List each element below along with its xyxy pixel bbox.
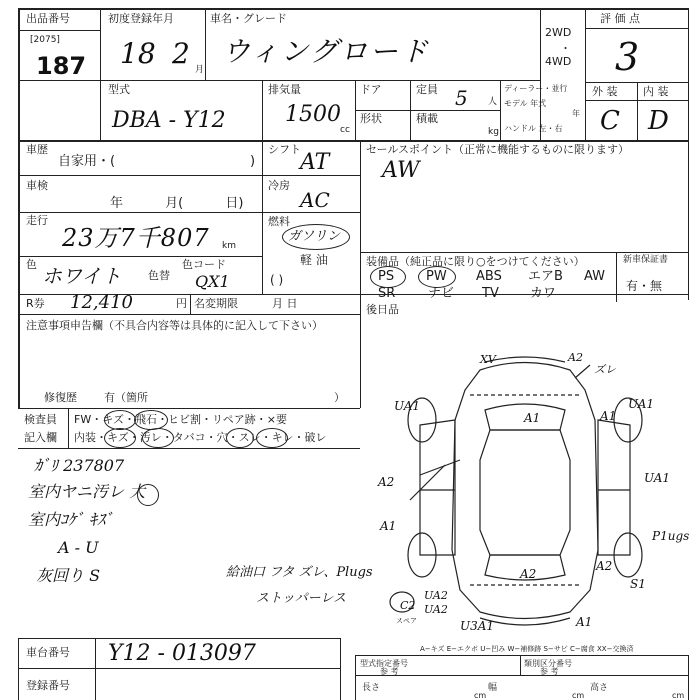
equip-aw: AW: [584, 269, 606, 284]
int-hole-circle: [226, 428, 254, 448]
left-border: [18, 8, 20, 408]
entry-label: 記入欄: [24, 431, 57, 444]
car-right-side: [598, 420, 630, 555]
km-unit: km: [222, 241, 236, 251]
displacement-value: 1500: [285, 102, 341, 127]
dealer-label: ディーラー・並行: [504, 84, 568, 93]
sales-point-label: セールスポイント（正常に機能するものに限ります）: [366, 143, 630, 156]
cm-3: cm: [672, 691, 685, 700]
legend-sub-3: 参 考: [540, 667, 559, 676]
mark-ua1-right: UA1: [628, 397, 655, 411]
lot-no-label: 出品番号: [26, 12, 70, 25]
mark-a2-rright: A2: [596, 559, 613, 573]
recycle-amount: 12,410: [70, 292, 133, 313]
top-border: [18, 8, 688, 10]
color-value: ホワイト: [42, 264, 122, 288]
car-name: ウィングロード: [222, 35, 430, 68]
legend-top-line: [355, 655, 688, 656]
mark-zure: ズレ: [594, 363, 616, 376]
notes-label: 注意事項申告欄（不具合内容等は具体的に記入して下さい）: [26, 319, 323, 332]
footer-right: [340, 638, 341, 700]
cm-1: cm: [474, 691, 487, 700]
equip-navi: ナビ: [428, 286, 455, 301]
spare-label: スペア: [396, 617, 417, 625]
col-line-7: [540, 8, 541, 140]
equip-pw: PW: [426, 269, 447, 284]
col-line-3: [262, 80, 263, 140]
legend-col: [520, 655, 521, 675]
mark-u3a1: U3A1: [460, 619, 495, 633]
int-scratch-circle: [104, 428, 136, 448]
shift-value: AT: [300, 150, 330, 175]
col-line-2: [205, 8, 206, 81]
footer-mid-line: [18, 668, 340, 669]
detail-col-1: [262, 140, 263, 294]
mark-s1: S1: [630, 577, 646, 591]
car-left-side: [420, 420, 455, 555]
interior-label: 内 装: [643, 85, 669, 98]
usage-value: 自家用・(: [58, 154, 116, 169]
mark-a2-left: A2: [378, 475, 395, 489]
legend-class: 類別区分番号: [524, 659, 572, 668]
mark-xv: XV: [480, 353, 496, 366]
mark-a1-lside: A1: [380, 519, 397, 533]
drive-2wd: 2WD: [545, 26, 572, 39]
col-line-1: [100, 8, 101, 140]
first-reg-label: 初度登録年月: [108, 12, 174, 25]
door-label: ドア: [360, 83, 382, 96]
displacement-label: 排気量: [268, 83, 301, 96]
len-label: 長さ: [362, 683, 381, 693]
mileage-value: 23万7千807: [62, 224, 210, 252]
drive-4wd: 4WD: [545, 55, 572, 68]
detail-line-3: [18, 256, 263, 257]
equip-pw-circle: [418, 266, 456, 288]
equip-ps: PS: [378, 269, 395, 284]
person-unit: 人: [488, 97, 498, 107]
car-diagram: [360, 350, 690, 640]
fuel-diesel: 軽 油: [300, 253, 328, 267]
cc-unit: cc: [340, 125, 350, 135]
capacity-value: 5: [455, 86, 468, 110]
mark-ua2-b: UA2: [424, 603, 448, 616]
legend-mid-line: [355, 675, 688, 676]
handle-label: ハンドル 左・右: [504, 124, 563, 133]
color-change-label: 色替: [148, 269, 170, 282]
mark-plugs: P1ugs: [652, 529, 690, 543]
ac-label: 冷房: [268, 179, 290, 192]
car-cabin: [480, 430, 570, 555]
equip-airbag: エアB: [528, 269, 563, 284]
name-change-label: 名変期限: [194, 297, 238, 310]
chassis-label: 車台番号: [26, 646, 70, 659]
right-border: [688, 8, 689, 140]
reg-label: 登録番号: [26, 679, 70, 692]
mark-ua2: UA2: [424, 589, 448, 602]
interior-grade: D: [648, 106, 669, 136]
name-change-value: 月 日: [272, 297, 298, 310]
model-year-label: モデル 年式: [504, 99, 547, 108]
load-label: 積載: [416, 112, 438, 125]
first-reg-month: 2: [172, 37, 190, 70]
mark-a1-hood: A1: [524, 411, 541, 425]
mark-a2-top: A2: [568, 351, 583, 364]
mileage-label: 走行: [26, 214, 48, 227]
mark-a2-rear: A2: [520, 567, 537, 581]
first-reg-year: 18: [120, 37, 156, 70]
usage-close: ): [250, 154, 256, 169]
equip-abs: ABS: [476, 269, 502, 284]
int-dirt-circle: [142, 428, 174, 448]
notes-bottom-line: [18, 408, 360, 409]
equipment-label: 装備品（純正品に限り○をつけてください）: [366, 255, 585, 268]
lot-code: [2075]: [30, 35, 60, 45]
exterior-grade: C: [600, 106, 620, 136]
fuel-paren: ( ): [270, 273, 284, 287]
color-code-label: 色コード: [182, 258, 226, 271]
score-value: 3: [615, 35, 640, 79]
hw-mid-2: ストッパーレス: [256, 591, 346, 606]
score-label-line: [585, 28, 688, 29]
shift-label: シフト: [268, 143, 301, 156]
cm-2: cm: [572, 691, 585, 700]
capacity-label: 定員: [416, 83, 438, 96]
yen-unit: 円: [176, 297, 187, 310]
mark-a1-rear: A1: [576, 615, 593, 629]
score-label: 評 価 点: [600, 12, 640, 25]
fw-scratch-circle: [104, 410, 136, 430]
entry-bottom-line: [18, 448, 360, 449]
shape-label: 形状: [360, 112, 382, 125]
color-label: 色: [26, 258, 37, 271]
inspection-date: 年 月( 日): [110, 196, 244, 211]
legend-sub-2: 参 考: [380, 667, 399, 676]
usage-label: 車歴: [26, 143, 48, 156]
height-label: 高さ: [590, 683, 609, 693]
interior-line: 内装・キズ・汚レ・タバコ・穴・スレ・キレ・破レ: [74, 431, 327, 444]
legend-text: A−キズ E−エクボ U−凹み W−補修跡 S−サビ C−腐食 XX−交換済: [420, 645, 634, 653]
legend-left: [355, 655, 356, 700]
color-code-value: QX1: [195, 272, 230, 291]
grade-split-line: [637, 82, 638, 140]
model-label: 型式: [108, 83, 130, 96]
fuel-label: 燃料: [268, 215, 290, 228]
month-unit: 月: [195, 65, 205, 75]
mark-ua1-left: UA1: [394, 399, 421, 413]
entry-col: [68, 408, 69, 448]
detail-line-5: [18, 314, 360, 315]
fw-chip-circle: [134, 410, 168, 430]
hw-line-3: 室内ｺｹﾞ ｷｽﾞ: [28, 510, 114, 529]
exterior-label: 外 装: [592, 85, 618, 98]
sales-point-value: AW: [382, 158, 420, 183]
warranty-value: 有・無: [626, 279, 663, 293]
hw-line-1: ｶﾞﾘ 237807: [34, 456, 125, 475]
equip-ps-circle: [370, 266, 406, 288]
year-unit: 年: [572, 109, 580, 118]
legend-right: [688, 655, 689, 700]
width-label: 幅: [488, 683, 498, 693]
equip-top-line: [360, 252, 688, 253]
int-wear-circle: [256, 428, 288, 448]
model-value: DBA - Y12: [112, 108, 226, 133]
mark-c2: C2: [400, 599, 416, 612]
drive-dot: ・: [560, 42, 571, 55]
kg-unit: kg: [488, 127, 499, 137]
name-change-col: [190, 294, 191, 314]
recycle-label: R券: [26, 297, 45, 310]
legend-sub-1: 型式指定番号: [360, 659, 408, 668]
chassis-no: Y12 - 013097: [108, 641, 256, 666]
ac-value: AC: [300, 188, 330, 212]
inspector-label: 検査員: [24, 413, 57, 426]
hw-line-5: 灰回り S: [36, 566, 101, 585]
detail-line-1: [18, 175, 360, 176]
repair-close: ）: [334, 391, 345, 404]
warranty-label: 新車保証書: [623, 255, 669, 265]
inspection-label: 車検: [26, 179, 48, 192]
name-grade-label: 車名・グレード: [210, 12, 287, 25]
lot-label-line: [18, 30, 100, 31]
detail-right-border: [688, 140, 689, 300]
shape-line: [355, 110, 500, 111]
detail-line-2: [18, 212, 360, 213]
rear-label: 後日品: [366, 303, 399, 316]
header-bottom-line: [18, 80, 540, 81]
equip-leather: カワ: [530, 286, 557, 301]
front-bumper: [485, 357, 565, 362]
equip-warranty-line: [616, 252, 617, 302]
lot-number: 187: [36, 52, 87, 80]
hw-line-4: A - U: [58, 538, 99, 557]
fuel-gas-circle: [282, 224, 350, 250]
col-line-6: [500, 80, 501, 140]
fuel-gas: ガソリン: [288, 229, 341, 244]
mark-a1-right: A1: [600, 409, 617, 423]
equip-tv: TV: [482, 286, 499, 301]
footer-col: [95, 638, 96, 700]
repair-value: 有（箇所: [104, 391, 148, 404]
repair-label: 修復歴: [44, 391, 77, 404]
row2-bottom-line: [18, 140, 688, 142]
equip-sr: SR: [378, 286, 396, 301]
mark-ua1-rside: UA1: [644, 471, 671, 485]
footer-top-line: [18, 638, 340, 639]
hw-line-2: 室内ヤニ汚レ 大: [28, 482, 146, 501]
fw-line: FW・キズ・飛石・ヒビ割・リペア跡・×要: [74, 413, 287, 426]
hw-mid-1: 給油口 フタ ズレ、Plugs: [226, 565, 373, 580]
footer-left: [18, 638, 19, 700]
hw-large-circle: [137, 484, 159, 506]
